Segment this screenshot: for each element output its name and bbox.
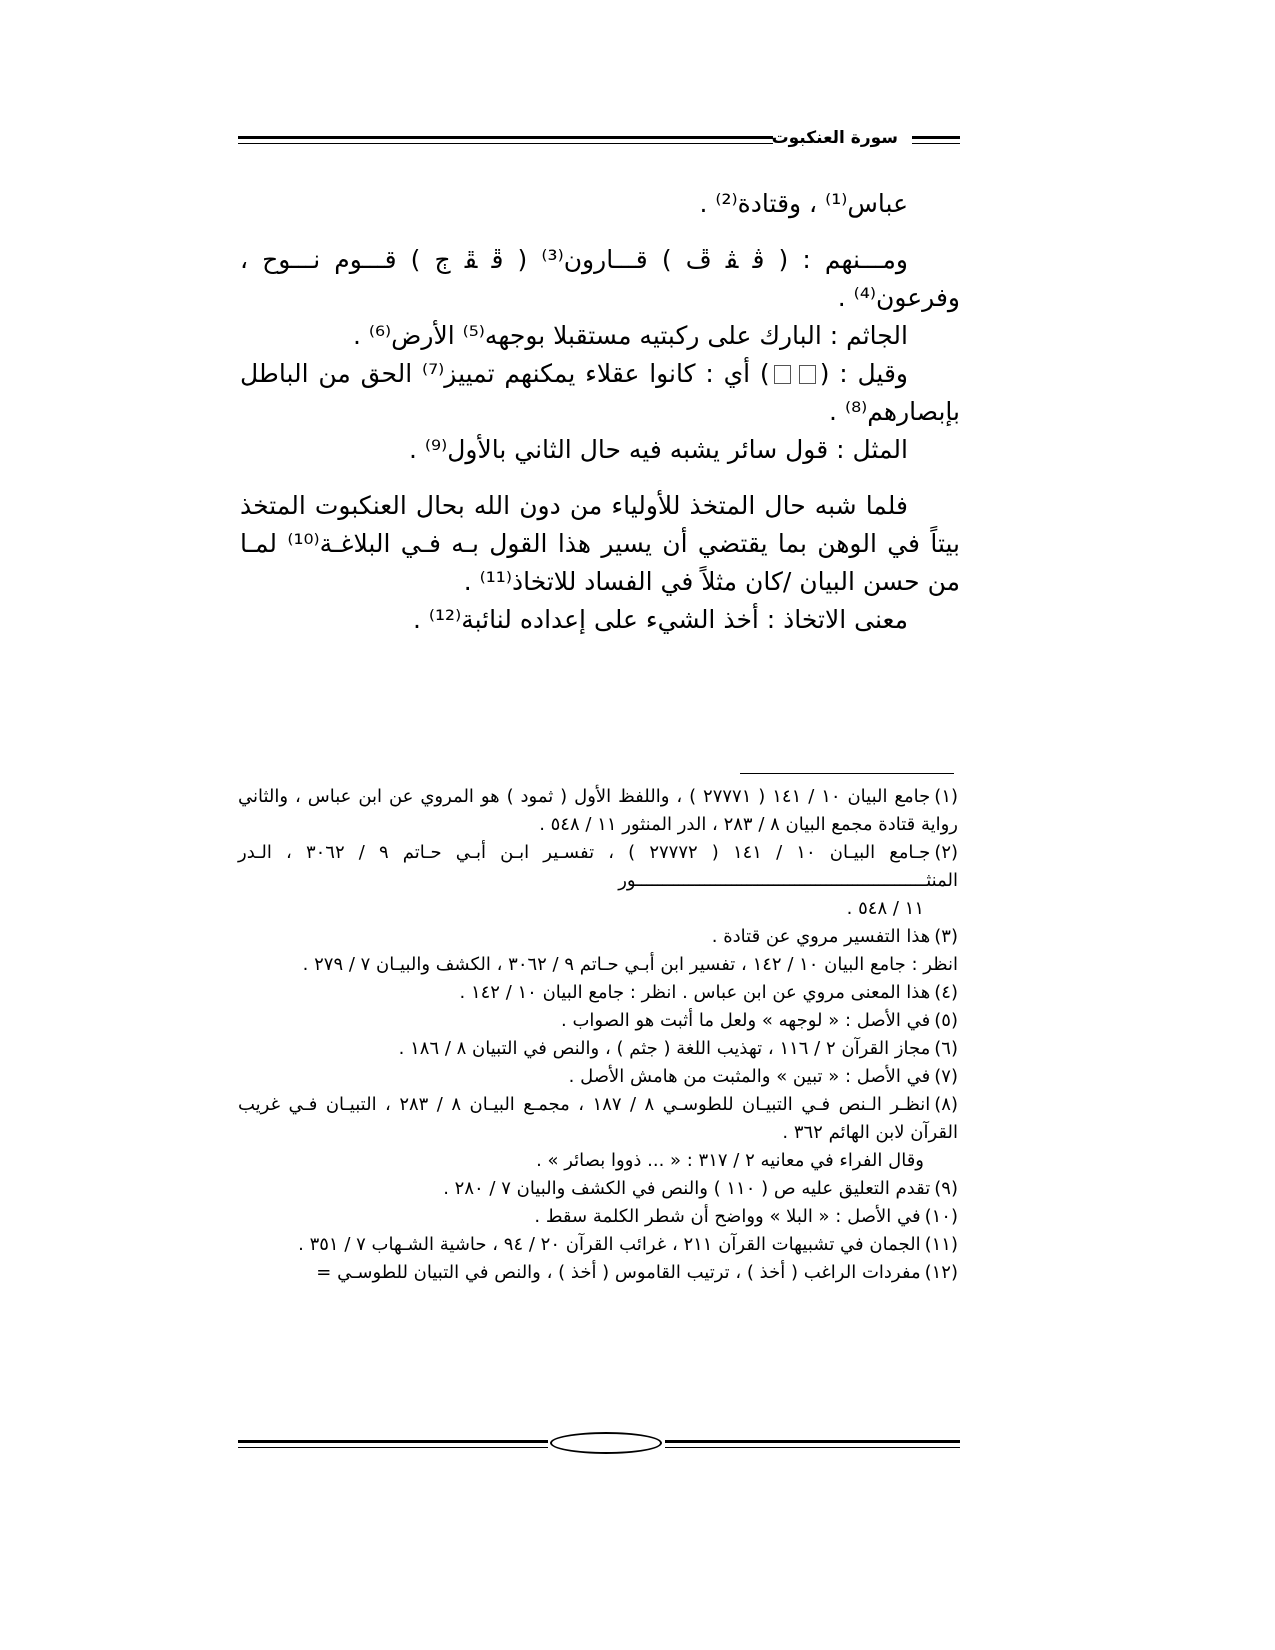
header-rule-left [238,136,773,144]
footnote-3 [238,923,958,951]
footnote-number: (١٠) [924,1206,958,1227]
footnote-text: انظـر الـنص فـي التبيـان للطوسـي ٨ / ١٨٧ ، مجمـع البيـان ٨ / ٢٨٣ ، التبيـان فـي غريب القرآن لابن الهائم ٣٦٢ . [238,1094,958,1143]
missing-glyph-box [799,365,816,384]
paragraph-1: عباس⁽¹⁾ ، وقتادة⁽²⁾ . [699,189,908,218]
footer-rule-left [238,1440,548,1448]
footnote-text: جـامع البيـان ١٠ / ١٤١ ( ٢٧٧٧٢ ) ، تفسـير ابـن أبـي حـاتم ٩ / ٣٠٦٢ ، الـدر المنثـــــــــــــــــــــــــــــــــــــــــــــــــــــــور [238,842,958,891]
footnote-text: في الأصل : « البلا » وواضح أن شطر الكلمة سقط . [534,1206,921,1227]
footnote-number: (٨) [934,1094,958,1115]
footnote-number: (٦) [934,1038,958,1059]
footnote-number: (٤) [934,982,958,1003]
footnote-text: هذا التفسير مروي عن قتادة . [711,926,931,947]
paragraph-5: المثل : قول سائر يشبه فيه حال الثاني بالأول⁽⁹⁾ . [409,435,908,464]
footer-oval-ornament [550,1432,662,1454]
paragraph-3: الجاثم : البارك على ركبتيه مستقبلا بوجهه⁽⁵⁾ الأرض⁽⁶⁾ . [352,321,908,350]
main-text [240,185,960,639]
paragraph-4 [240,355,960,431]
footnote-2-continuation: ١١ / ٥٤٨ . [846,898,924,919]
footnote-5 [238,1007,958,1035]
footnote-10 [238,1203,958,1231]
footnote-number: (٣) [934,926,958,947]
footnote-number: (٢) [934,842,959,863]
missing-glyph-box [774,365,791,384]
footnote-number: (١) [934,786,959,807]
footnote-8 [238,1091,958,1147]
page-header [238,128,960,152]
footnote-text: في الأصل : « تبين » والمثبت من هامش الأصل . [568,1066,931,1087]
footnote-2 [238,839,958,895]
paragraph-4-end: ) أي : كانوا عقلاء يمكنهم تمييز⁽⁷⁾ الحق من الباطل بإبصارهم⁽⁸⁾ . [240,359,960,426]
footnote-9 [238,1175,958,1203]
footnote-text: مفردات الراغب ( أخذ ) ، ترتيب القاموس ( أخذ ) ، والنص في التبيان للطوسـي = [316,1262,921,1283]
footnote-11 [238,1231,958,1259]
footnotes [238,783,958,1287]
footer-rule-right [665,1440,960,1448]
footnote-text: تقدم التعليق عليه ص ( ١١٠ ) والنص في الكشف والبيان ٧ / ٢٨٠ . [443,1178,931,1199]
paragraph-6: فلما شبه حال المتخذ للأولياء من دون الله بحال العنكبوت المتخذ بيتاً في الوهن بما يقتضي أن يسير هذا القول بـه فـي البلاغـة⁽¹⁰⁾ لمـا من حسن البيان /كان مثلاً في الفساد للاتخاذ⁽¹¹⁾ . [240,491,960,596]
footnote-text: هذا المعنى مروي عن ابن عباس . انظر : جامع البيان ١٠ / ١٤٢ . [459,982,931,1003]
footnote-number: (١٢) [924,1262,958,1283]
footnote-number: (٥) [934,1010,958,1031]
footnote-1 [238,783,958,839]
footnote-number: (١١) [924,1234,958,1255]
paragraph-4-start: وقيل : ( [819,359,908,388]
footnote-7 [238,1063,958,1091]
paragraph-2: ومـــنهم : ( ﭬ ﭭ ﭮ ) قـــارون⁽³⁾ ( ﭰ ﭱ ﭲ ) قـــوم نـــوح ، وفرعون⁽⁴⁾ . [240,245,960,312]
footnote-number: (٩) [934,1178,958,1199]
footnote-separator [740,773,954,774]
paragraph-7: معنى الاتخاذ : أخذ الشيء على إعداده لنائبة⁽¹²⁾ . [412,605,908,634]
footnote-8-continuation: وقال الفراء في معانيه ٢ / ٣١٧ : « ... ذووا بصائر » . [536,1150,924,1171]
footnote-number: (٧) [934,1066,958,1087]
footnote-6 [238,1035,958,1063]
footnote-12 [238,1259,958,1287]
footnote-text: الجمان في تشبيهات القرآن ٢١١ ، غرائب القرآن ٢٠ / ٩٤ ، حاشية الشـهاب ٧ / ٣٥١ . [298,1234,921,1255]
footnote-text: مجاز القرآن ٢ / ١١٦ ، تهذيب اللغة ( جثم ) ، والنص في التبيان ٨ / ١٨٦ . [398,1038,931,1059]
footnote-text: جامع البيان ١٠ / ١٤١ ( ٢٧٧٧١ ) ، واللفظ الأول ( ثمود ) هو المروي عن ابن عباس ، والثاني رواية قتادة مجمع البيان ٨ / ٢٨٣ ، الدر المنثور ١١ / ٥٤٨ . [238,786,958,835]
footnote-text: في الأصل : « لوجهه » ولعل ما أثبت هو الصواب . [561,1010,931,1031]
footnote-3-continuation: انظر : جامع البيان ١٠ / ١٤٢ ، تفسير ابن أبـي حـاتم ٩ / ٣٠٦٢ ، الكشف والبيـان ٧ / ٢٧٩ . [302,954,958,975]
surah-title: سورة العنكبوت [771,128,898,148]
header-rule-right [912,136,960,144]
footer-ornament [238,1432,960,1456]
footnote-4 [238,979,958,1007]
